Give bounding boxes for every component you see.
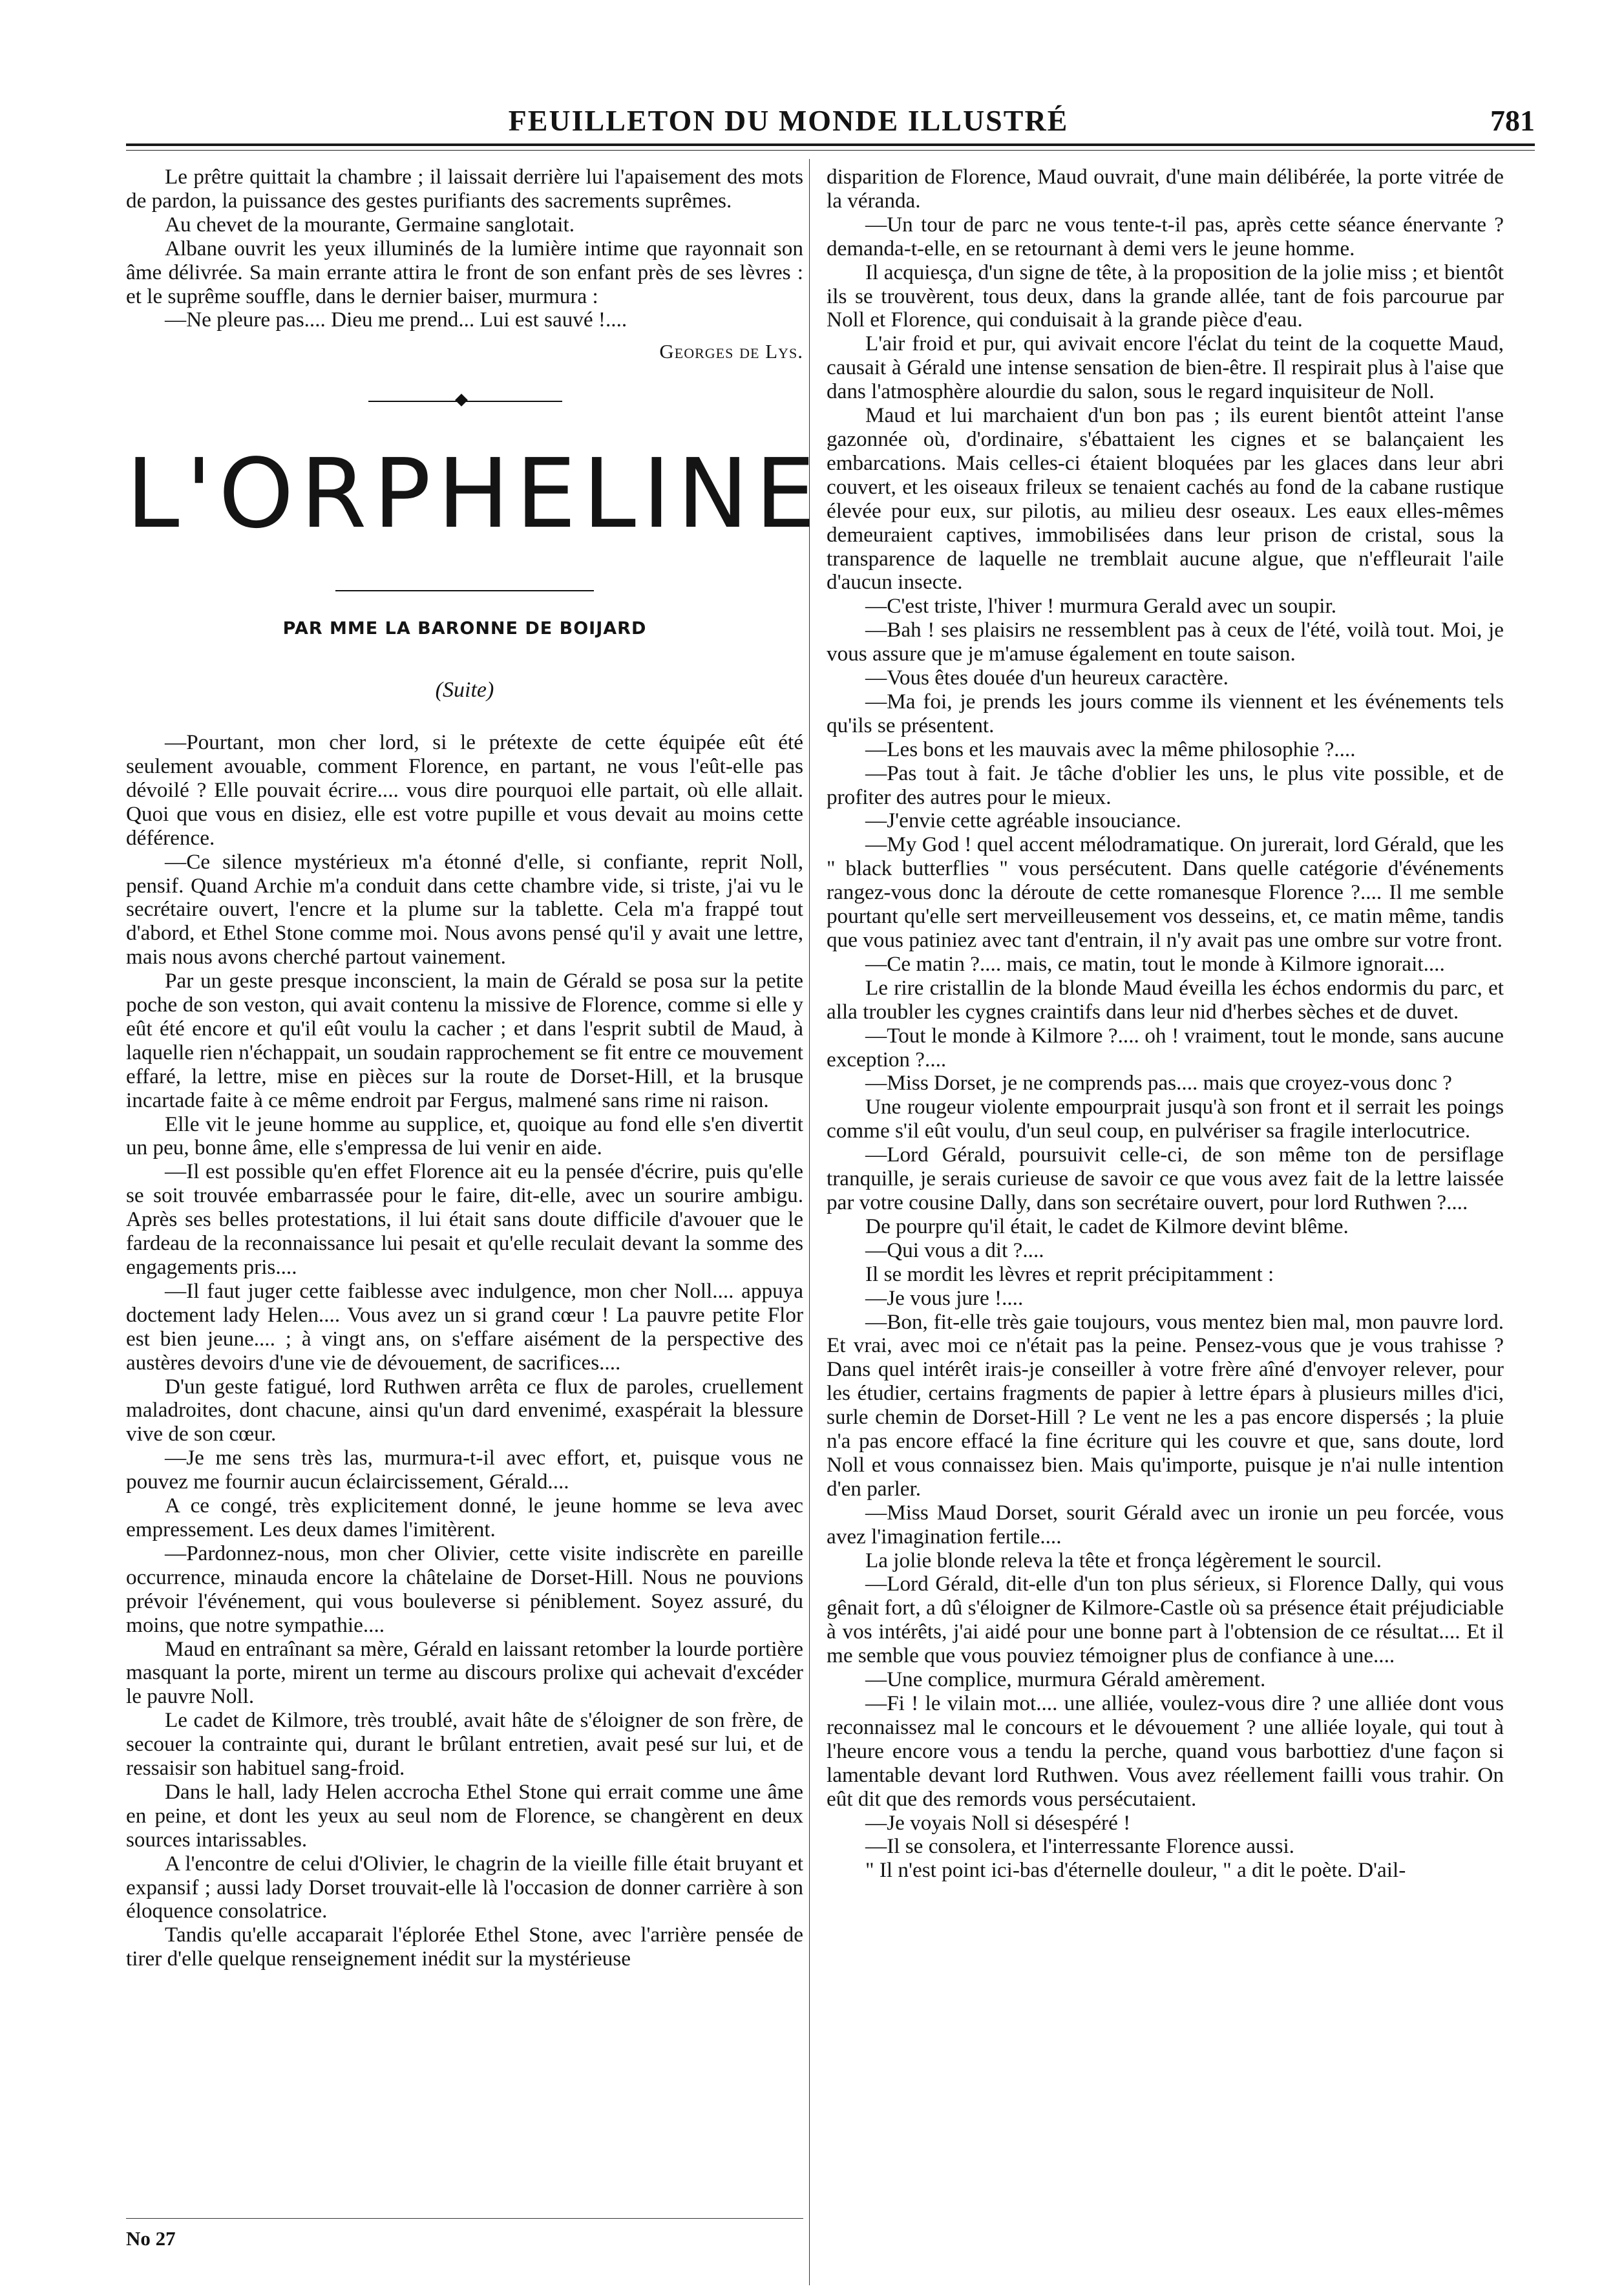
- author-signature: Georges de Lys.: [659, 340, 803, 363]
- paragraph: —Pas tout à fait. Je tâche d'oblier les uns, le plus vite possible, et de profiter des autres pour le mieux.: [827, 761, 1504, 809]
- paragraph: —Vous êtes douée d'un heureux caractère.: [865, 666, 1229, 690]
- header-rule-thick: [126, 143, 1535, 146]
- paragraph: Une rougeur violente empourprait jusqu'à son front et il serrait les poings comme s'il eût voulu, d'un seul coup, en pulvériser sa fragile interlocutrice.: [827, 1095, 1504, 1143]
- paragraph: Maud en entraînant sa mère, Gérald en laissant retomber la lourde portière masquant la porte, mirent un terme au discours prolixe qui achevait d'excéder le pauvre Noll.: [126, 1636, 803, 1709]
- paragraph: —Il faut juger cette faiblesse avec indulgence, mon cher Noll.... appuya doctement lady Helen.... Vous avez un si grand cœur ! La pauvre petite Flor est bien jeune.... ; à vingt ans, on s'effare aisément de la perspective des austères devoirs d'une vie de dévouement, de sacrifices....: [126, 1278, 803, 1375]
- paragraph: —Il est possible qu'en effet Florence ait eu la pensée d'écrire, puis qu'elle se soit trouvée embarrassée pour le faire, dit-elle, avec un sourire ambigu. Après ses belles protestations, il lui était sans doute difficile d'avouer que le fardeau de la reconnaissance lui pesait et qu'elle reculait devant la somme des engagements pris....: [126, 1159, 803, 1279]
- paragraph: —My God ! quel accent mélodramatique. On jurerait, lord Gérald, que les " black butterflies " vous persécutent. Dans quelle catégorie d'événements rangez-vous donc la déroute de cette romanesque Florence ?.... Il me semble pourtant qu'elle sert merveilleusement vos desseins, et, ce matin même, tandis que vous patiniez avec tant d'entrain, il n'y avait pas une ombre sur votre front.: [827, 832, 1504, 952]
- paragraph: —Les bons et les mauvais avec la même philosophie ?....: [865, 737, 1356, 761]
- article-body-left: [126, 731, 803, 1971]
- paragraph: disparition de Florence, Maud ouvrait, d'une main délibérée, la porte vitrée de la véranda.: [827, 165, 1504, 213]
- previous-story-ending: [126, 165, 803, 364]
- page-number: 781: [1490, 104, 1535, 137]
- paragraph: Maud et lui marchaient d'un bon pas ; ils eurent bientôt atteint l'anse gazonnée où, d'ordinaire, s'ébattaient les cignes et se balançaient les embarcations. Mais celles-ci étaient bloquées par les glaces dans leur abri couvert, et les oiseaux frileux se tenaient cachés au fond de la cabane rustique élevée pour eux, sur pilotis, au milieu desr oseaux. Les eaux elles-mêmes demeuraient captives, immobilisées dans leur prison de cristal, sous la transparence de laquelle ne tremblait aucune algue, que n'effleurait l'aile d'aucun insecte.: [827, 403, 1504, 595]
- paragraph: —Ma foi, je prends les jours comme ils viennent et les événements tels qu'ils se présentent.: [827, 689, 1504, 737]
- paragraph: Tandis qu'elle accaparait l'éplorée Ethel Stone, avec l'arrière pensée de tirer d'elle quelque renseignement inédit sur la mystérieuse: [126, 1923, 803, 1971]
- paragraph: —Pourtant, mon cher lord, si le prétexte de cette équipée eût été seulement avouable, comment Florence, en partant, ne vous l'eût-elle pas dévoilé ? Elle pouvait écrire.... vous dire pourquoi elle partait, où elle allait. Quoi que vous en disiez, elle est votre pupille et vous devait au moins cette déférence.: [126, 730, 803, 850]
- paragraph: —Je voyais Noll si désespéré !: [865, 1810, 1131, 1835]
- paragraph: A l'encontre de celui d'Olivier, le chagrin de la vieille fille était bruyant et expansif ; aussi lady Dorset trouvait-elle là l'occasion de donner carrière à son éloquence consolatrice.: [126, 1851, 803, 1923]
- paragraph: —Pardonnez-nous, mon cher Olivier, cette visite indiscrète en pareille occurrence, minauda encore la châtelaine de Dorset-Hill. Nous ne pouvions prévoir l'événement, qui vous bouleverse si péniblement. Soyez assuré, du moins, que notre sympathie....: [126, 1541, 803, 1637]
- article-title: L'ORPHELINE: [126, 438, 822, 550]
- paragraph: —Qui vous a dit ?....: [865, 1238, 1044, 1262]
- paragraph: D'un geste fatigué, lord Ruthwen arrêta ce flux de paroles, cruellement maladroites, dont chacune, ainsi qu'un dard envenimé, exaspérait la blessure vive de son cœur.: [126, 1374, 803, 1446]
- footer-rule: [126, 2218, 803, 2219]
- issue-number: No 27: [126, 2227, 176, 2250]
- paragraph: De pourpre qu'il était, le cadet de Kilmore devint blême.: [865, 1214, 1349, 1238]
- paragraph: " Il n'est point ici-bas d'éternelle douleur, " a dit le poète. D'ail-: [865, 1858, 1406, 1883]
- header-rule-thin: [126, 150, 1535, 151]
- paragraph: —C'est triste, l'hiver ! murmura Gerald avec un soupir.: [865, 594, 1336, 619]
- paragraph: —Il se consolera, et l'interressante Florence aussi.: [865, 1834, 1294, 1859]
- paragraph: —Je vous jure !....: [865, 1285, 1024, 1310]
- paragraph: —Ce silence mystérieux m'a étonné d'elle, si confiante, reprit Noll, pensif. Quand Archie m'a conduit dans cette chambre vide, si triste, j'ai vu le secrétaire ouvert, l'encre et la plume sur la tablette. Cela m'a frappé tout d'abord, et Ethel Stone comme moi. Nous avons pensé qu'il y avait une lettre, mais nous avons cherché partout vainement.: [126, 849, 803, 969]
- paragraph: —Tout le monde à Kilmore ?.... oh ! vraiment, tout le monde, sans aucune exception ?....: [827, 1023, 1504, 1072]
- ornamental-separator: [126, 390, 803, 412]
- paragraph: Par un geste presque inconscient, la main de Gérald se posa sur la petite poche de son veston, qui avait contenu la missive de Florence, comme si elle y eût été encore et qu'il eût voulu la cacher ; et dans l'esprit subtil de Maud, à laquelle rien n'échappait, un soudain rapprochement se fit entre ce mouvement effaré, la lettre, mise en pièces sur la route de Dorset-Hill, et la brusque incartade faite à ce même endroit par Fergus, malmené sans rime ni raison.: [126, 969, 803, 1112]
- paragraph: Il se mordit les lèvres et reprit précipitamment :: [865, 1262, 1274, 1286]
- paragraph: —Lord Gérald, dit-elle d'un ton plus sérieux, si Florence Dally, qui vous gênait fort, a dû s'éloigner de Kilmore-Castle où sa présence était préjudiciable à vos intérêts, j'ai aidé pour une bonne part à l'obtension de ce résultat.... Et il me semble que vous pouviez témoigner plus de confiance à une....: [827, 1572, 1504, 1668]
- suite-label: (Suite): [435, 678, 494, 703]
- paragraph: —Bon, fit-elle très gaie toujours, vous mentez bien mal, mon pauvre lord. Et vrai, avec moi ce n'était pas la peine. Pensez-vous que je vous trahisse ? Dans quel intérêt irais-je conseiller à votre frère aîné d'envoyer relever, pour les étudier, certains fragments de papier à lettre épars à plusieurs milles d'ici, surle chemin de Dorset-Hill ? Le vent ne les a pas encore dispersés ; la pluie n'a pas encore effacé la fine écriture qui les couvre et que, sans doute, lord Noll et vous connaissez bien. Mais qu'importe, puisque je n'ai nulle intention d'en parler.: [827, 1309, 1504, 1501]
- title-rule: [335, 590, 594, 591]
- paragraph: —Un tour de parc ne vous tente-t-il pas, après cette séance énervante ? demanda-t-elle, en se retournant à demi vers le jeune homme.: [827, 212, 1504, 260]
- paragraph: Dans le hall, lady Helen accrocha Ethel Stone qui errait comme une âme en peine, et dont les yeux au seul nom de Florence, se changèrent en deux sources intarissables.: [126, 1779, 803, 1852]
- paragraph: L'air froid et pur, qui avivait encore l'éclat du teint de la coquette Maud, causait à Gérald une intense sensation de bien-être. Il respirait plus à l'aise que dans l'atmosphère alourdie du salon, sous le regard inquisiteur de Noll.: [827, 332, 1504, 404]
- paragraph: —J'envie cette agréable insouciance.: [865, 809, 1181, 833]
- paragraph: —Bah ! ses plaisirs ne ressemblent pas à ceux de l'été, voilà tout. Moi, je vous assure que je m'amuse également en toute saison.: [827, 618, 1504, 666]
- paragraph: —Lord Gérald, poursuivit celle-ci, de son même ton de persiflage tranquille, je serais curieuse de savoir ce que vous avez fait de la lettre laissée par votre cousine Dally, dans son secrétaire ouvert, pour lord Ruthwen ?....: [827, 1143, 1504, 1214]
- running-head-title: FEUILLETON DU MONDE ILLUSTRÉ: [508, 104, 1069, 137]
- paragraph: Le rire cristallin de la blonde Maud éveilla les échos endormis du parc, et alla troubler les cygnes craintifs dans leur nid d'herbes sèches et de duvet.: [827, 975, 1504, 1024]
- paragraph: Il acquiesça, d'un signe de tête, à la proposition de la jolie miss ; et bientôt ils se trouvèrent, tous deux, dans la grande allée, tant de fois parcourue par Noll et Florence, qui conduisait à la grande pièce d'eau.: [827, 260, 1504, 332]
- right-column: [827, 165, 1504, 1883]
- paragraph: —Je me sens très las, murmura-t-il avec effort, et, puisque vous ne pouvez me fournir aucun éclaircissement, Gérald....: [126, 1446, 803, 1494]
- paragraph: Le cadet de Kilmore, très troublé, avait hâte de s'éloigner de son frère, de secouer la contrainte qui, durant le brûlant entretien, avait pesé sur lui, et de ressaisir son habituel sang-froid.: [126, 1708, 803, 1781]
- byline: PAR MME LA BARONNE DE BOIJARD: [282, 619, 647, 639]
- left-column: [126, 165, 822, 1971]
- diamond-ornament-icon: [455, 394, 468, 407]
- paragraph: —Ce matin ?.... mais, ce matin, tout le monde à Kilmore ignorait....: [865, 951, 1445, 976]
- paragraph: Le prêtre quittait la chambre ; il laissait derrière lui l'apaisement des mots de pardon, la puissance des gestes purifiants des sacrements suprêmes.: [126, 165, 803, 213]
- paragraph: Elle vit le jeune homme au supplice, et, quoique au fond elle s'en divertit un peu, bonne âme, elle s'empressa de lui venir en aide.: [126, 1112, 803, 1160]
- paragraph: —Ne pleure pas.... Dieu me prend... Lui est sauvé !....: [165, 308, 627, 332]
- paragraph: Albane ouvrit les yeux illuminés de la lumière intime que rayonnait son âme délivrée. Sa main errante attira le front de son enfant près de ses lèvres : et le suprême souffle, dans le dernier baiser, murmura :: [126, 236, 803, 308]
- paragraph: —Miss Dorset, je ne comprends pas.... mais que croyez-vous donc ?: [865, 1071, 1452, 1095]
- paragraph: La jolie blonde releva la tête et fronça légèrement le sourcil.: [865, 1548, 1382, 1572]
- paragraph: A ce congé, très explicitement donné, le jeune homme se leva avec empressement. Les deux dames l'imitèrent.: [126, 1494, 803, 1541]
- paragraph: —Fi ! le vilain mot.... une alliée, voulez-vous dire ? une alliée dont vous reconnaissez mal le concours et le dévouement ? une alliée loyale, qui tout à l'heure encore vous a tendu la perche, quand vous barbottiez d'une façon si lamentable devant lord Ruthwen. Vous avez réellement failli vous trahir. On eût dit que des remords vous persécutaient.: [827, 1691, 1504, 1811]
- paragraph: Au chevet de la mourante, Germaine sanglotait.: [165, 212, 575, 237]
- paragraph: —Miss Maud Dorset, sourit Gérald avec un ironie un peu forcée, vous avez l'imagination fertile....: [827, 1500, 1504, 1549]
- paragraph: —Une complice, murmura Gérald amèrement.: [865, 1667, 1266, 1692]
